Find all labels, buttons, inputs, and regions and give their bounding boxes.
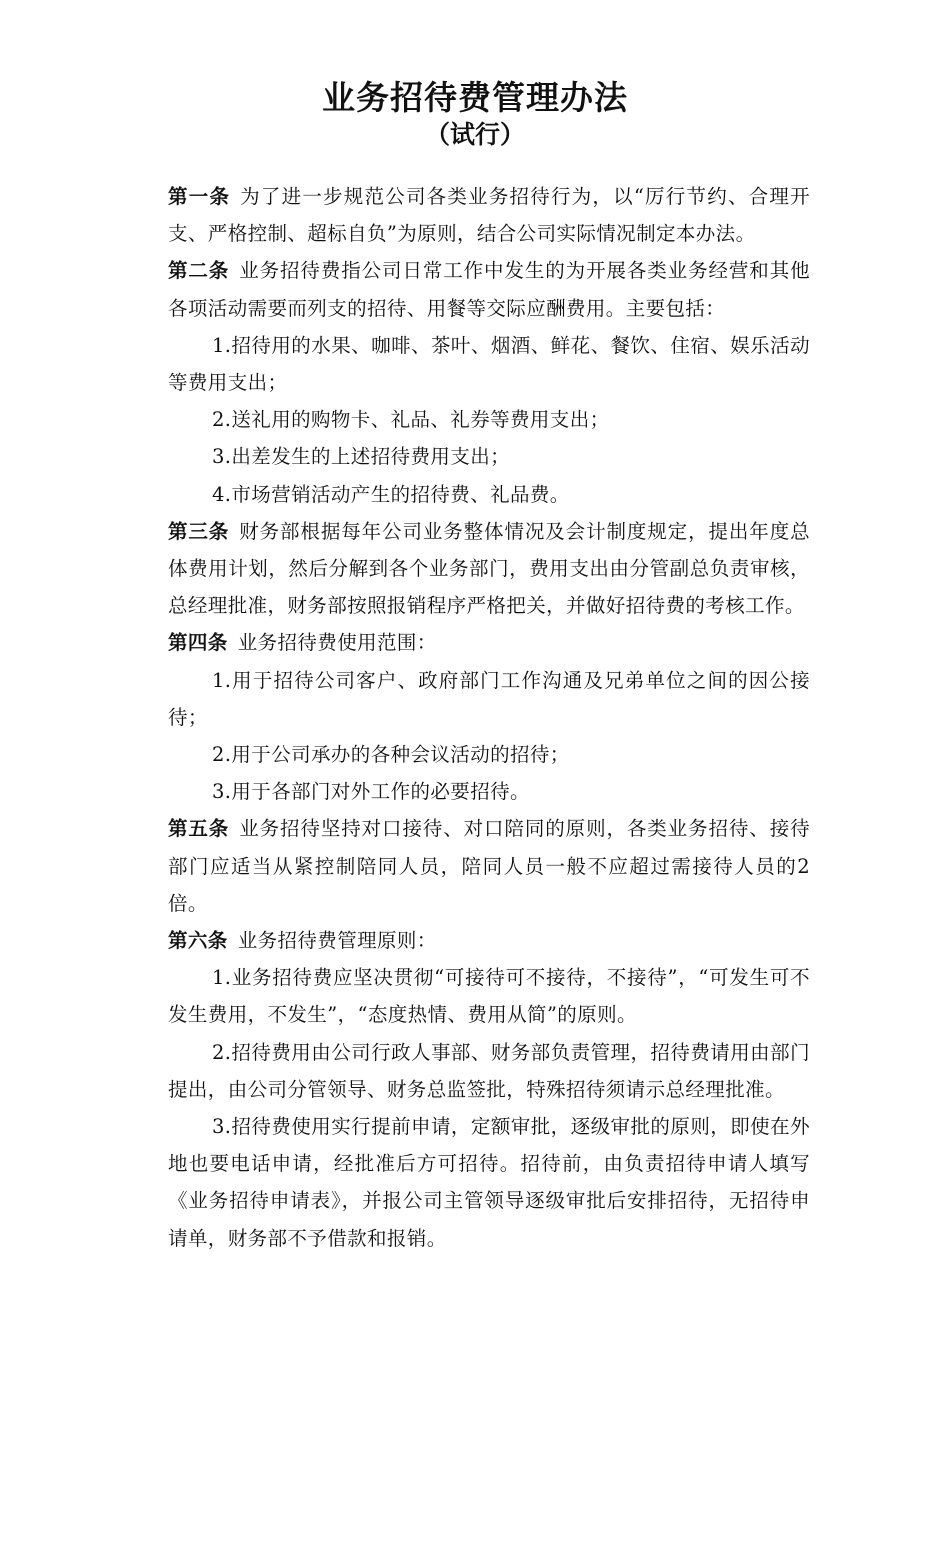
article-text: 业务招待坚持对口接待、对口陪同的原则，各类业务招待、接待部门应适当从紧控制陪同人员，陪同人员一般不应超过需接待人员的2倍。 bbox=[168, 817, 811, 915]
article-text: 业务招待费管理原则： bbox=[237, 929, 437, 953]
article-label: 第三条 bbox=[168, 519, 230, 543]
article-6 bbox=[168, 922, 810, 959]
article-1 bbox=[168, 178, 810, 252]
list-item: 1.业务招待费应坚决贯彻“可接待可不接待，不接待”，“可发生可不发生费用，不发生”，“态度热情、费用从简”的原则。 bbox=[168, 966, 810, 1027]
article-label: 第四条 bbox=[168, 631, 228, 655]
list-item: 2.用于公司承办的各种会议活动的招待； bbox=[212, 743, 570, 767]
article-3 bbox=[168, 513, 810, 625]
article-text: 为了进一步规范公司各类业务招待行为，以“厉行节约、合理开支、严格控制、超标自负”为原则，结合公司实际情况制定本办法。 bbox=[168, 185, 811, 246]
list-item: 1.用于招待公司客户、政府部门工作沟通及兄弟单位之间的因公接待； bbox=[168, 668, 810, 729]
article-text: 财务部根据每年公司业务整体情况及会计制度规定，提出年度总体费用计划，然后分解到各个业务部门，费用支出由分管副总负责审核，总经理批准，财务部按照报销程序严格把关，并做好招待费的考核工作。 bbox=[168, 519, 811, 618]
list-item: 2.送礼用的购物卡、礼品、礼券等费用支出； bbox=[212, 408, 610, 432]
article-label: 第六条 bbox=[168, 929, 228, 953]
article-label: 第五条 bbox=[168, 817, 230, 841]
article-4 bbox=[168, 624, 810, 661]
list-item: 3.招待费使用实行提前申请，定额审批，逐级审批的原则，即使在外地也要电话申请，经批准后方可招待。招待前，由负责招待申请人填写《业务招待申请表》，并报公司主管领导逐级审批后安排招待，无招待申请单，财务部不予借款和报销。 bbox=[168, 1115, 810, 1250]
article-2 bbox=[168, 252, 810, 326]
article-5 bbox=[168, 810, 810, 922]
article-label: 第一条 bbox=[168, 185, 231, 208]
list-item: 3.用于各部门对外工作的必要招待。 bbox=[212, 780, 530, 804]
article-text: 业务招待费指公司日常工作中发生的为开展各类业务经营和其他各项活动需要而列支的招待、用餐等交际应酬费用。主要包括： bbox=[168, 259, 811, 320]
document-subtitle: （试行） bbox=[424, 120, 525, 149]
document-body bbox=[168, 178, 810, 1257]
list-item: 4.市场营销活动产生的招待费、礼品费。 bbox=[212, 482, 570, 506]
article-text: 业务招待费使用范围： bbox=[237, 631, 437, 655]
list-item: 2.招待费用由公司行政人事部、财务部负责管理，招待费请用由部门提出，由公司分管领导、财务总监签批，特殊招待须请示总经理批准。 bbox=[168, 1040, 810, 1101]
list-item: 1.招待用的水果、咖啡、茶叶、烟酒、鲜花、餐饮、住宿、娱乐活动等费用支出； bbox=[168, 333, 810, 395]
document-title: 业务招待费管理办法 bbox=[322, 78, 628, 117]
list-item: 3.出差发生的上述招待费用支出； bbox=[212, 445, 511, 469]
article-label: 第二条 bbox=[168, 259, 230, 283]
